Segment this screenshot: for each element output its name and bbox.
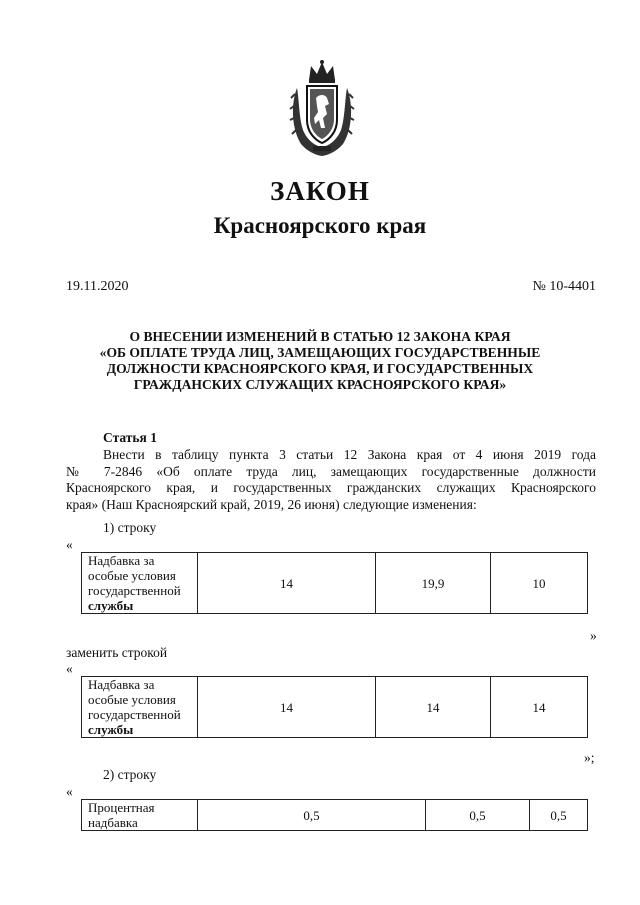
- value-cell: 14: [376, 677, 491, 738]
- heading-line: «ОБ ОПЛАТЕ ТРУДА ЛИЦ, ЗАМЕЩАЮЩИХ ГОСУДАРСТВЕННЫЕ: [99, 345, 541, 360]
- table-row-original-2: [81, 799, 588, 831]
- row-label-cell: [82, 800, 198, 831]
- label-line: Надбавка за: [88, 553, 155, 568]
- item-1-label: 1) строку: [103, 520, 157, 535]
- value-cell: 14: [198, 553, 376, 614]
- table-row: [82, 553, 588, 614]
- label-line: особые условия: [88, 692, 176, 707]
- table-row-original-1: [81, 552, 588, 614]
- value-cell: 0,5: [426, 800, 530, 831]
- label-line: государственной: [88, 707, 181, 722]
- document-title: ЗАКОН: [270, 176, 370, 206]
- value-cell: 14: [491, 677, 588, 738]
- label-line: государственной: [88, 583, 181, 598]
- close-quote-1: »: [590, 628, 597, 643]
- law-heading: [70, 329, 570, 393]
- paragraph-line: № 7-2846 «Об оплате труда лиц, замещающих государственные должности: [66, 463, 596, 479]
- table-row-replacement-1: [81, 676, 588, 738]
- open-quote-1: «: [66, 537, 73, 552]
- value-cell: 10: [491, 553, 588, 614]
- paragraph-line: Внести в таблицу пункта 3 статьи 12 Закона края от 4 июня 2019 года: [103, 447, 596, 462]
- document-number: № 10-4401: [532, 279, 596, 294]
- label-line: особые условия: [88, 568, 176, 583]
- label-line-bold: службы: [88, 722, 134, 737]
- row-label-cell: [82, 553, 198, 614]
- article-paragraph: [66, 447, 596, 513]
- label-line: Надбавка за: [88, 677, 155, 692]
- table-row: [82, 677, 588, 738]
- coat-of-arms-icon: [289, 58, 355, 158]
- value-cell: 19,9: [376, 553, 491, 614]
- item-2-label: 2) строку: [103, 767, 157, 782]
- article-title: Статья 1: [103, 430, 157, 445]
- label-line: Процентная: [88, 800, 155, 815]
- label-line: надбавка: [88, 815, 138, 830]
- document-date: 19.11.2020: [66, 279, 129, 294]
- value-cell: 14: [198, 677, 376, 738]
- paragraph-line: края» (Наш Красноярский край, 2019, 26 июня) следующие изменения:: [66, 496, 477, 512]
- value-cell: 0,5: [198, 800, 426, 831]
- label-line-bold: службы: [88, 598, 134, 613]
- close-quote-2: »;: [584, 750, 595, 765]
- table-row: [82, 800, 588, 831]
- heading-line: ДОЛЖНОСТИ КРАСНОЯРСКОГО КРАЯ, И ГОСУДАРСТВЕННЫХ: [106, 361, 534, 376]
- document-subtitle: Красноярского края: [213, 213, 427, 238]
- paragraph-line: Красноярского края, и государственных гражданских служащих Красноярского: [66, 480, 596, 495]
- open-quote-3: «: [66, 784, 73, 799]
- heading-line: ГРАЖДАНСКИХ СЛУЖАЩИХ КРАСНОЯРСКОГО КРАЯ»: [133, 377, 507, 392]
- row-label-cell: [82, 677, 198, 738]
- heading-line: О ВНЕСЕНИИ ИЗМЕНЕНИЙ В СТАТЬЮ 12 ЗАКОНА КРАЯ: [129, 329, 511, 344]
- replace-with-text: заменить строкой: [66, 645, 168, 660]
- value-cell: 0,5: [530, 800, 588, 831]
- open-quote-2: «: [66, 661, 73, 676]
